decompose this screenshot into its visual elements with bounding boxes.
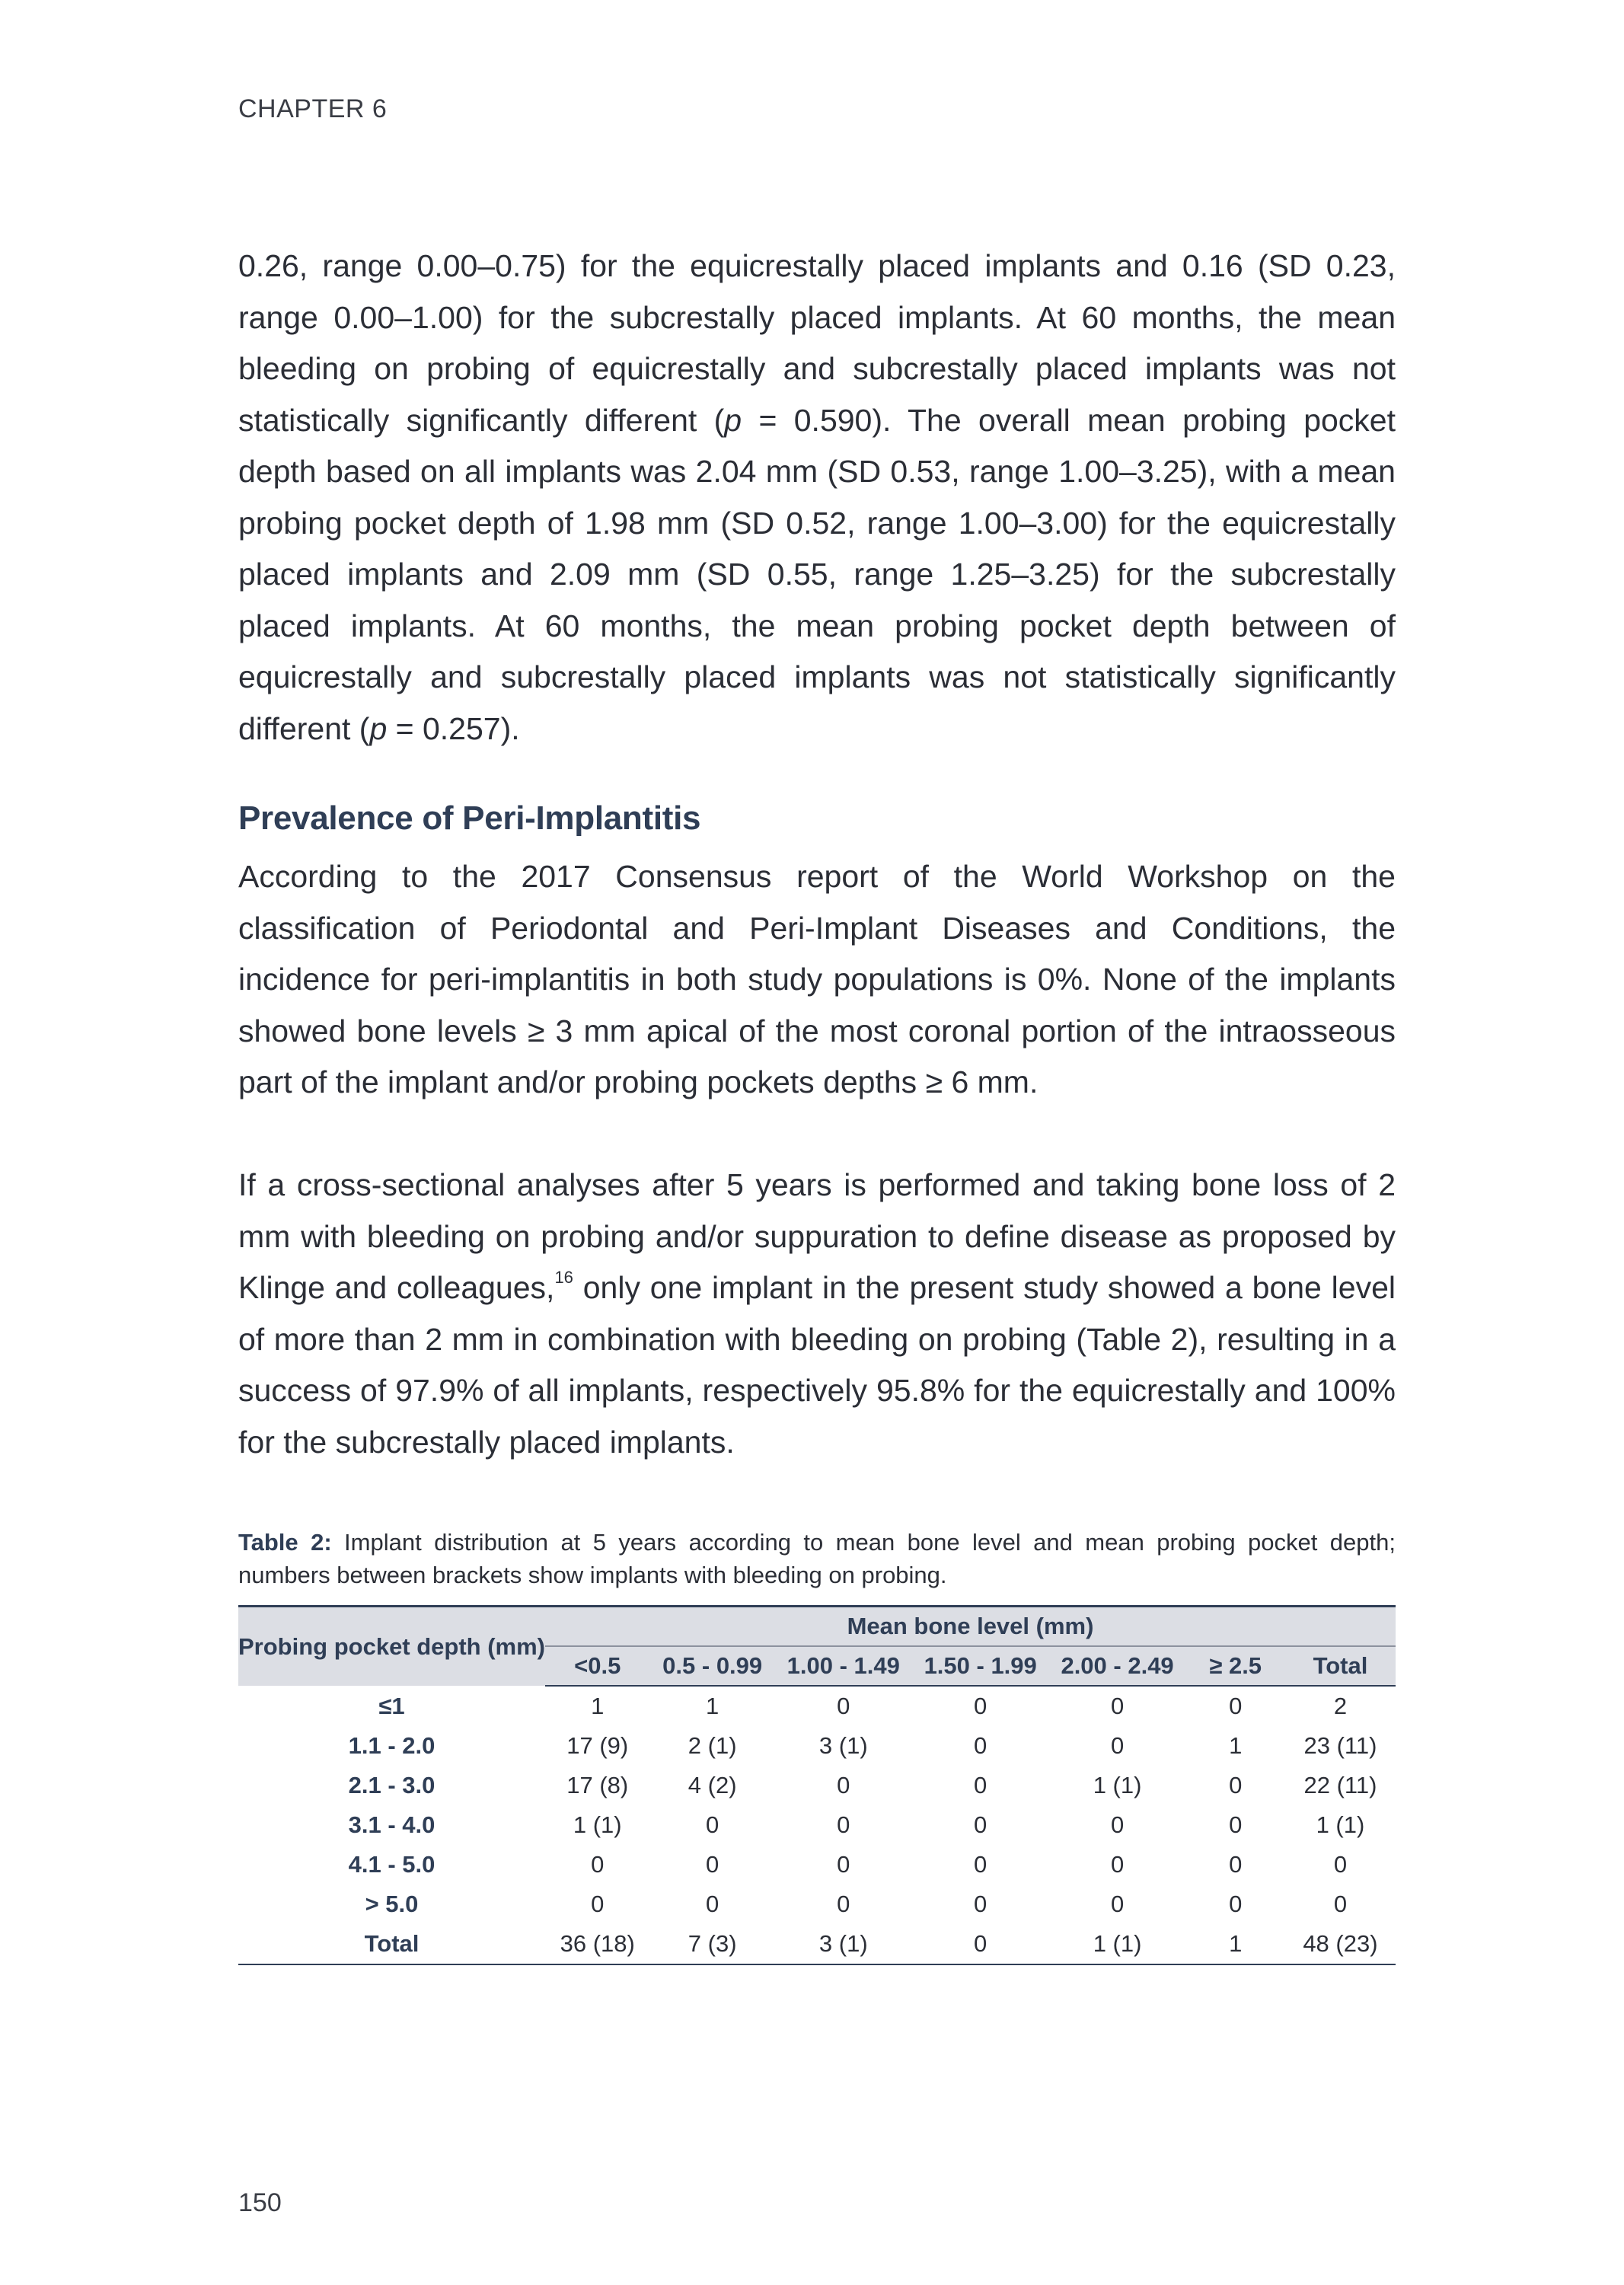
table-cell: 1 (1) — [1093, 1772, 1142, 1798]
table-cell: 17 (8) — [566, 1772, 629, 1798]
table-cell: 0 — [837, 1772, 850, 1798]
table-cell: 1 — [706, 1693, 719, 1719]
table-row-label: > 5.0 — [365, 1891, 419, 1917]
table-cell: 0 — [1229, 1851, 1243, 1878]
table-cell: 0 — [591, 1891, 605, 1917]
table-cell: 0 — [974, 1851, 987, 1878]
table-row-label: 2.1 - 3.0 — [348, 1772, 436, 1798]
table-stub-header: Probing pocket depth (mm) — [238, 1607, 545, 1687]
para3-text-2: only one implant in the present study showed a bone level of more than 2 mm in combination with bleeding on probing (Table 2), resulting in a success of 97.9% of all implants, respectively 95.8% for the equicrestally and 100% for the subcrestally placed implants. — [238, 1270, 1396, 1460]
table-row — [238, 1766, 1396, 1805]
table-cell: 0 — [1110, 1693, 1125, 1719]
table-column-header: 1.00 - 1.49 — [775, 1646, 912, 1686]
table-cell: 1 — [1186, 1924, 1285, 1964]
running-head: CHAPTER 6 — [238, 94, 388, 123]
paragraph-cross-sectional-analysis — [238, 1160, 1396, 1468]
table-column-header: 2.00 - 2.49 — [1049, 1646, 1186, 1686]
table-cell: 2 (1) — [688, 1732, 737, 1759]
table-cell: 0 — [1110, 1891, 1125, 1917]
table-cell: 0 — [706, 1891, 719, 1917]
table-cell: 0 — [1229, 1772, 1243, 1798]
table-cell: 0 — [591, 1851, 605, 1878]
table-cell: 4 (2) — [688, 1772, 737, 1798]
table-row-label: 1.1 - 2.0 — [348, 1732, 436, 1759]
table-column-header: ≥ 2.5 — [1186, 1646, 1285, 1686]
table-cell: 0 — [1110, 1811, 1125, 1838]
page-number: 150 — [238, 2188, 282, 2217]
table-cell: 0 — [974, 1811, 987, 1838]
table-column-header: <0.5 — [545, 1646, 649, 1686]
table-caption-label: Table 2: — [238, 1529, 332, 1556]
table-column-header: 0.5 - 0.99 — [649, 1646, 774, 1686]
table-cell: 0 — [1110, 1732, 1125, 1759]
table-cell: 3 (1) — [775, 1924, 912, 1964]
table-caption — [238, 1526, 1396, 1591]
table-column-header: 1.50 - 1.99 — [912, 1646, 1049, 1686]
table-cell: 3 (1) — [818, 1732, 868, 1759]
table-cell: 1 (1) — [573, 1811, 622, 1838]
table-row-label: Total — [238, 1924, 545, 1964]
table-cell: 36 (18) — [545, 1924, 649, 1964]
table-cell: 0 — [706, 1851, 719, 1878]
table-cell: 0 — [837, 1851, 850, 1878]
table-column-header: Total — [1285, 1646, 1396, 1686]
reference-superscript: 16 — [554, 1268, 573, 1287]
table-cell: 0 — [974, 1693, 987, 1719]
table-row — [238, 1726, 1396, 1766]
table-row — [238, 1884, 1396, 1924]
table-row — [238, 1686, 1396, 1726]
table-cell: 0 — [1229, 1693, 1243, 1719]
table-cell: 22 (11) — [1303, 1772, 1377, 1798]
para1-text-2: = 0.590). The overall mean probing pocket depth based on all implants was 2.04 mm (SD 0.53, range 1.00–3.25), with a mean probing pocket depth of 1.98 mm (SD 0.52, range 1.00–3.00) for the equicrestally placed implants and 2.09 mm (SD 0.55, range 1.25–3.25) for the subcrestally placed implants. At 60 months, the mean probing pocket depth between of equicrestally and subcrestally placed implants was not statistically significantly different ( — [238, 402, 1396, 746]
table-cell: 1 (1) — [1049, 1924, 1186, 1964]
table-cell: 0 — [974, 1732, 987, 1759]
table-cell: 2 — [1333, 1693, 1348, 1719]
table-cell: 48 (23) — [1285, 1924, 1396, 1964]
table-cell: 0 — [912, 1924, 1049, 1964]
table-span-header: Mean bone level (mm) — [545, 1607, 1396, 1647]
table-cell: 0 — [1229, 1891, 1243, 1917]
table-cell: 1 — [591, 1693, 605, 1719]
table-row — [238, 1845, 1396, 1884]
table-cell: 23 (11) — [1303, 1732, 1377, 1759]
table-row-label: ≤1 — [378, 1692, 405, 1719]
p-value-symbol: p — [724, 402, 742, 438]
table-row-label: 4.1 - 5.0 — [348, 1851, 436, 1878]
table-cell: 0 — [1229, 1811, 1243, 1838]
table-cell: 0 — [706, 1811, 719, 1838]
table-row-label: 3.1 - 4.0 — [348, 1811, 436, 1838]
table-cell: 7 (3) — [649, 1924, 774, 1964]
table-cell: 0 — [974, 1891, 987, 1917]
paragraph-peri-implantitis-incidence — [238, 851, 1396, 1109]
paragraph-bleeding-probing-results — [238, 241, 1396, 755]
table-row — [238, 1805, 1396, 1845]
p-value-symbol: p — [369, 710, 388, 746]
para1-text-3: = 0.257). — [387, 710, 520, 746]
table-cell: 0 — [837, 1811, 850, 1838]
table-cell: 17 (9) — [566, 1732, 629, 1759]
table-row — [238, 1924, 1396, 1964]
para2-text: According to the 2017 Consensus report of the World Workshop on the classification of Periodontal and Peri-Implant Diseases and Conditions, the incidence for peri-implantitis in both study populations is 0%. None of the implants showed bone levels ≥ 3 mm apical of the most coronal portion of the intraosseous part of the implant and/or probing pockets depths ≥ 6 mm. — [238, 859, 1396, 1099]
table-cell: 0 — [974, 1772, 987, 1798]
table-cell: 0 — [1110, 1851, 1125, 1878]
table-caption-text: Implant distribution at 5 years according to mean bone level and mean probing pocket depth; numbers between brackets show implants with bleeding on probing. — [238, 1529, 1396, 1588]
table-cell: 0 — [1333, 1851, 1348, 1878]
table-cell: 0 — [837, 1693, 850, 1719]
implant-distribution-table — [238, 1605, 1396, 1965]
table-cell: 1 — [1229, 1732, 1243, 1759]
table-cell: 0 — [1333, 1891, 1348, 1917]
section-heading: Prevalence of Peri-Implantitis — [238, 799, 701, 837]
table-cell: 1 (1) — [1316, 1811, 1365, 1838]
para1-text-1: 0.26, range 0.00–0.75) for the equicrestally placed implants and 0.16 (SD 0.23, range 0.00–1.00) for the subcrestally placed implants. At 60 months, the mean bleeding on probing of equicrestally and subcrestally placed implants was not statistically significantly different ( — [238, 248, 1396, 438]
para3-text-1: If a cross-sectional analyses after 5 years is performed and taking bone loss of 2 mm with bleeding on probing and/or suppuration to define disease as proposed by Klinge and colleagues, — [238, 1167, 1396, 1305]
table-cell: 0 — [837, 1891, 850, 1917]
